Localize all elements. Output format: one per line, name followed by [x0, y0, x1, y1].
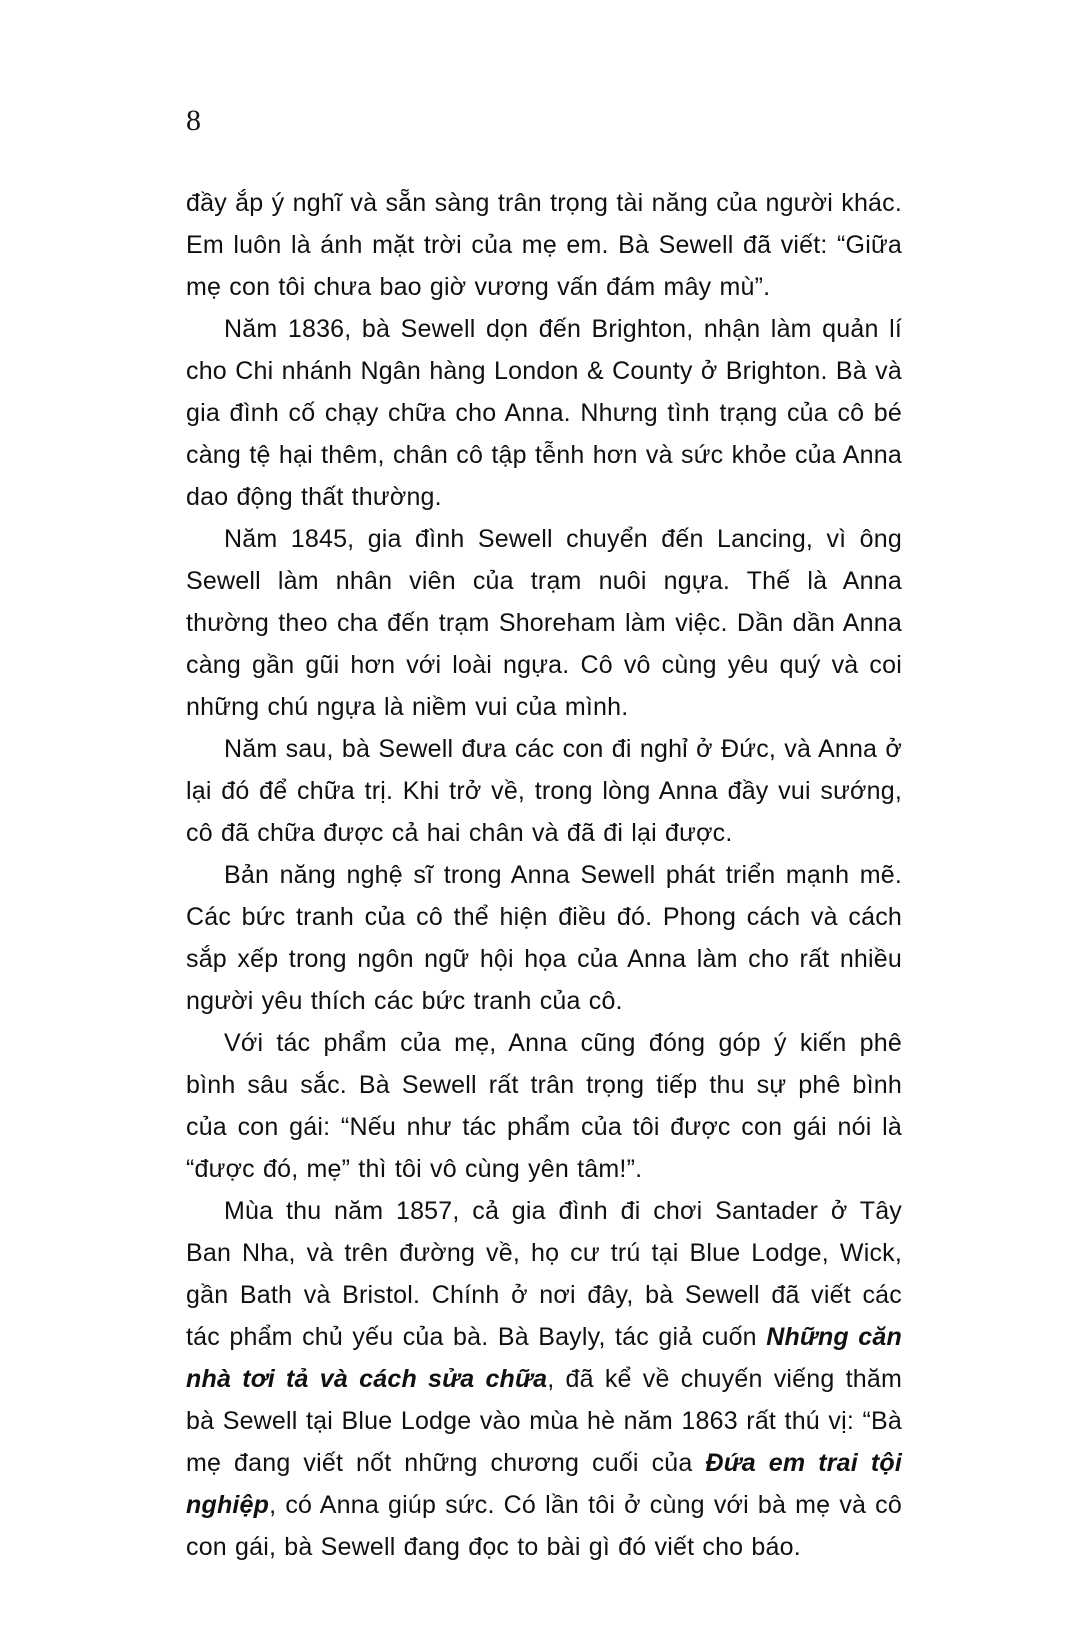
book-title-segment: Đứa em trai tội nghiệp: [186, 1449, 902, 1519]
text-segment: Năm 1845, gia đình Sewell chuyển đến Lancing, vì ông Sewell làm nhân viên của trạm nuôi ngựa. Thế là Anna thường theo cha đến trạm Shoreham làm việc. Dần dần Anna càng gần gũi hơn với loài ngựa. Cô vô cùng yêu quý và coi những chú ngựa là niềm vui của mình.: [186, 525, 902, 721]
paragraph-6: [186, 1022, 902, 1190]
paragraph-5: [186, 854, 902, 1022]
text-segment: , đã kể về chuyến viếng thăm bà Sewell tại Blue Lodge vào mùa hè năm 1863 rất thú vị: “Bà mẹ đang viết nốt những chương cuối của: [186, 1365, 902, 1477]
text-segment: Mùa thu năm 1857, cả gia đình đi chơi Santader ở Tây Ban Nha, và trên đường về, họ cư trú tại Blue Lodge, Wick, gần Bath và Bristol. Chính ở nơi đây, bà Sewell đã viết các tác phẩm chủ yếu của bà. Bà Bayly, tác giả cuốn: [186, 1197, 902, 1351]
text-segment: Với tác phẩm của mẹ, Anna cũng đóng góp ý kiến phê bình sâu sắc. Bà Sewell rất trân trọng tiếp thu sự phê bình của con gái: “Nếu như tác phẩm của tôi được con gái nói là “được đó, mẹ” thì tôi vô cùng yên tâm!”.: [186, 1029, 902, 1183]
paragraph-4: [186, 728, 902, 854]
paragraph-7: [186, 1190, 902, 1568]
text-segment: Bản năng nghệ sĩ trong Anna Sewell phát triển mạnh mẽ. Các bức tranh của cô thể hiện điều đó. Phong cách và cách sắp xếp trong ngôn ngữ hội họa của Anna làm cho rất nhiều người yêu thích các bức tranh của cô.: [186, 861, 902, 1015]
text-segment: Năm 1836, bà Sewell dọn đến Brighton, nhận làm quản lí cho Chi nhánh Ngân hàng London & County ở Brighton. Bà và gia đình cố chạy chữa cho Anna. Nhưng tình trạng của cô bé càng tệ hại thêm, chân cô tập tễnh hơn và sức khỏe của Anna dao động thất thường.: [186, 315, 902, 511]
paragraph-2: [186, 308, 902, 518]
text-segment: , có Anna giúp sức. Có lần tôi ở cùng với bà mẹ và cô con gái, bà Sewell đang đọc to bài gì đó viết cho báo.: [186, 1491, 902, 1561]
book-title-segment: Những căn nhà tơi tả và cách sửa chữa: [186, 1323, 902, 1393]
text-segment: đầy ắp ý nghĩ và sẵn sàng trân trọng tài năng của người khác. Em luôn là ánh mặt trời của mẹ em. Bà Sewell đã viết: “Giữa mẹ con tôi chưa bao giờ vương vấn đám mây mù”.: [186, 189, 902, 301]
text-segment: Năm sau, bà Sewell đưa các con đi nghỉ ở Đức, và Anna ở lại đó để chữa trị. Khi trở về, trong lòng Anna đầy vui sướng, cô đã chữa được cả hai chân và đã đi lại được.: [186, 735, 902, 847]
page-number: 8: [186, 104, 201, 137]
page-content: [186, 182, 902, 1568]
paragraph-1: [186, 182, 902, 308]
paragraph-3: [186, 518, 902, 728]
